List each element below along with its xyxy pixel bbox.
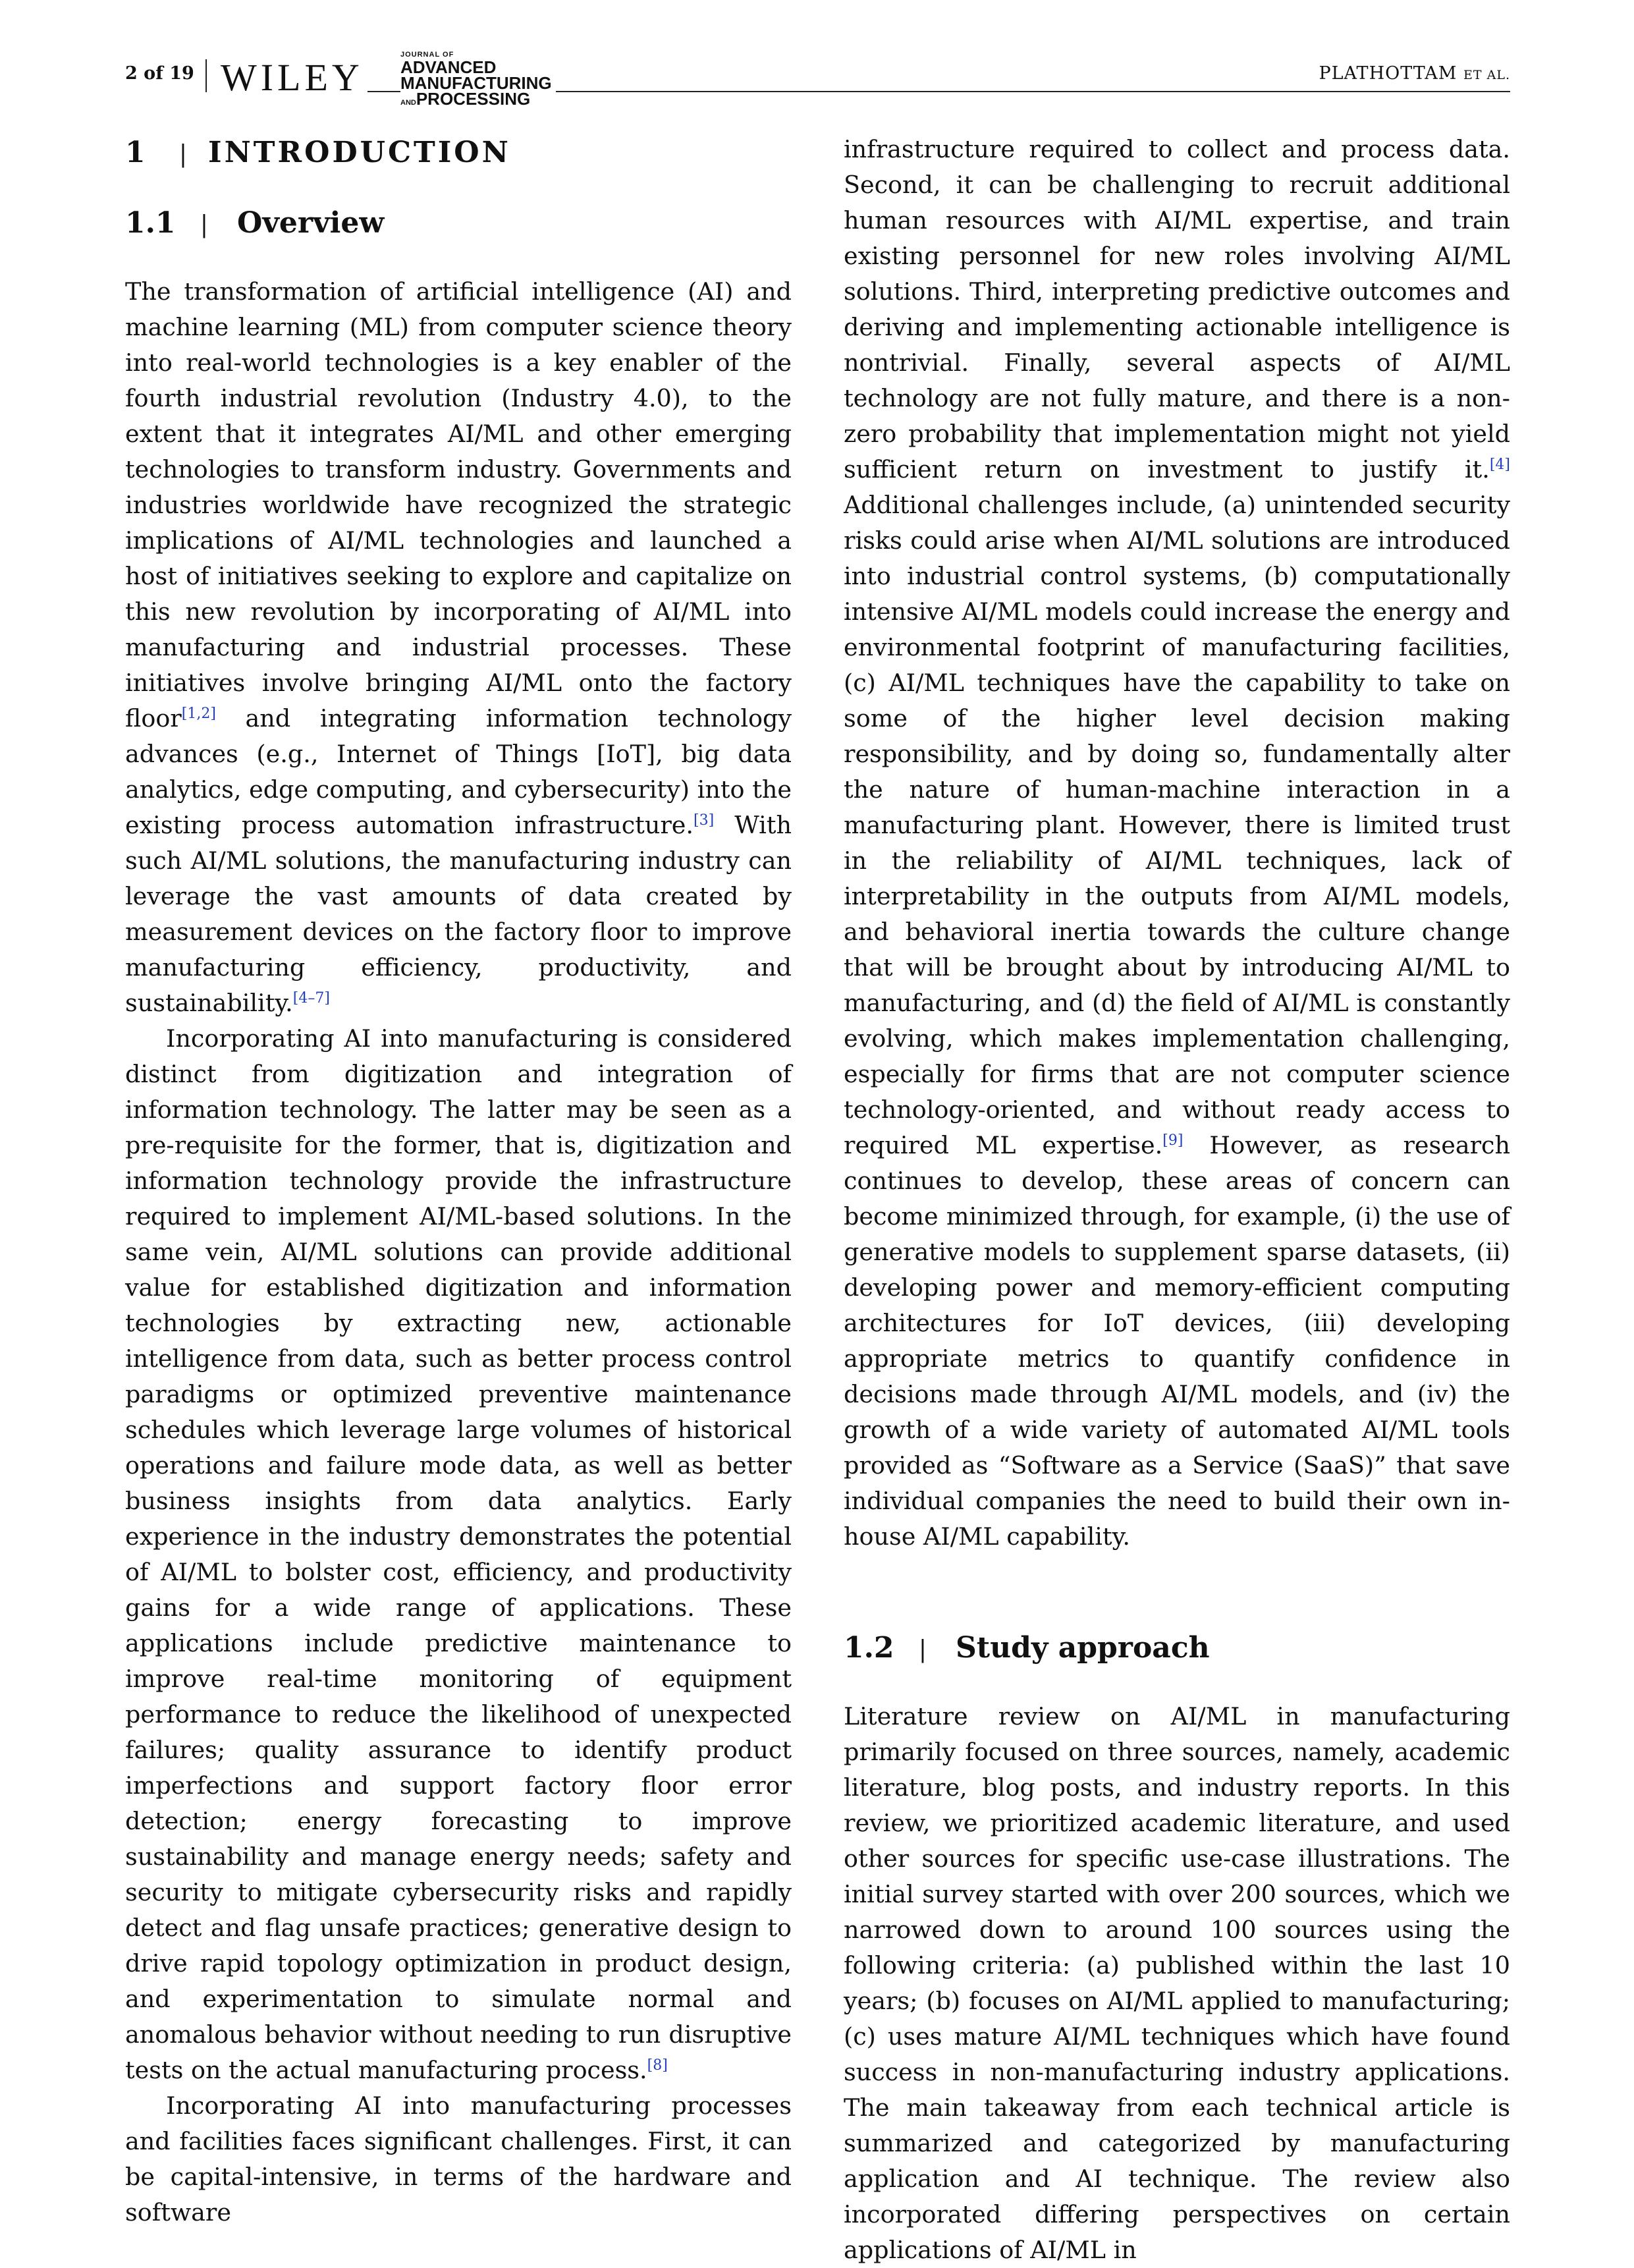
journal-of-text: JOURNAL OF: [400, 51, 454, 59]
publisher-logo: WILEY: [221, 58, 368, 97]
journal-line3: PROCESSING: [416, 89, 531, 109]
paragraph: [125, 2088, 792, 2230]
citation-link[interactable]: [1,2]: [181, 705, 216, 722]
citation-link[interactable]: [4]: [1489, 456, 1510, 473]
paragraph-text: and integrating information technology advances (e.g., Internet of Things [IoT], big data analytics, edge computing, and cybersecurity) into the existing process automation infrastructure.: [125, 704, 792, 839]
journal-and: AND: [400, 99, 416, 107]
page-number: 2 of 19: [125, 63, 194, 84]
subsection-number: 1.1: [125, 206, 176, 240]
author-etal: ET AL.: [1463, 68, 1510, 82]
left-column: [125, 132, 792, 2230]
journal-line2: MANUFACTURING: [400, 73, 552, 93]
subsection-heading: [844, 1628, 1510, 1668]
paragraph-text: With such AI/ML solutions, the manufacturing industry can leverage the vast amounts of data created by measurement devices on the factory floor to improve manufacturing efficiency, productivity, and sustainability.: [125, 811, 792, 1017]
header-divider: [205, 59, 207, 92]
section-title: INTRODUCTION: [208, 136, 511, 169]
citation-link[interactable]: [9]: [1162, 1132, 1184, 1149]
citation-link[interactable]: [4–7]: [292, 990, 330, 1007]
subsection-title: Overview: [237, 206, 385, 240]
subsection-heading: [125, 204, 792, 243]
paragraph-text: Additional challenges include, (a) unintended security risks could arise when AI/ML solutions are introduced into industrial control systems, (b) computationally intensive AI/ML models could increase the energy and environmental footprint of manufacturing facilities, (c) AI/ML techniques have the capability to take on some of the higher level decision making responsibility, and by doing so, fundamentally alter the nature of human-machine interaction in a manufacturing plant. However, there is limited trust in the reliability of AI/ML techniques, lack of interpretability in the outputs from AI/ML models, and behavioral inertia towards the culture change that will be brought about by introducing AI/ML to manufacturing, and (d) the field of AI/ML is constantly evolving, which makes implementation challenging, especially for firms that are not computer science technology-oriented, and without ready access to required ML expertise.: [844, 491, 1510, 1159]
paragraph-text: Literature review on AI/ML in manufacturing primarily focused on three sources, namely, academic literature, blog posts, and industry reports. In this review, we prioritized academic literature, and used other sources for specific use-case illustrations. The initial survey started with over 200 sources, which we narrowed down to around 100 sources using the following criteria: (a) published within the last 10 years; (b) focuses on AI/ML applied to manufacturing; (c) uses mature AI/ML techniques which have found success in non-manufacturing industry applications. The main takeaway from each technical article is summarized and categorized by manufacturing application and AI technique. The review also incorporated differing perspectives on certain applications of AI/ML in: [844, 1702, 1510, 2264]
subsection-title: Study approach: [956, 1631, 1210, 1665]
paragraph: [844, 132, 1510, 1555]
paragraph: [125, 1021, 792, 2088]
paragraph-text: Incorporating AI into manufacturing is considered distinct from digitization and integration of information technology. The latter may be seen as a pre-requisite for the former, that is, digitization and information technology provide the infrastructure required to implement AI/ML-based solutions. In the same vein, AI/ML solutions can provide additional value for established digitization and information technologies by extracting new, actionable intelligence from data, such as better process control paradigms or optimized preventive maintenance schedules which leverage large volumes of historical operations and failure mode data, as well as better business insights from data analytics. Early experience in the industry demonstrates the potential of AI/ML to bolster cost, efficiency, and productivity gains for a wide range of applications. These applications include predictive maintenance to improve real-time monitoring of equipment performance to reduce the likelihood of unexpected failures; quality assurance to identify product imperfections and support factory floor error detection; energy forecasting to improve sustainability and manage energy needs; safety and security to mitigate cybersecurity risks and rapidly detect and flag unsafe practices; generative design to drive rapid topology optimization in product design, and experimentation to simulate normal and anomalous behavior without needing to run disruptive tests on the actual manufacturing process.: [125, 1024, 792, 2084]
paragraph-text: Incorporating AI into manufacturing processes and facilities faces significant challenges. First, it can be capital-intensive, in terms of the hardware and software: [125, 2091, 792, 2227]
journal-line3-wrap: [400, 91, 552, 111]
paragraph-text: However, as research continues to develop, these areas of concern can become minimized through, for example, (i) the use of generative models to supplement sparse datasets, (ii) developing power and memory-efficient computing architectures for IoT devices, (iii) developing appropriate metrics to quantify confidence in decisions made through AI/ML models, and (iv) the growth of a wide variety of automated AI/ML tools provided as “Software as a Service (SaaS)” that save individual companies the need to build their own in-house AI/ML capability.: [844, 1131, 1510, 1551]
paragraph-text: infrastructure required to collect and process data. Second, it can be challenging to recruit additional human resources with AI/ML expertise, and train existing personnel for new roles involving AI/ML solutions. Third, interpreting predictive outcomes and deriving and implementing actionable intelligence is nontrivial. Finally, several aspects of AI/ML technology are not fully mature, and there is a non-zero probability that implementation might not yield sufficient return on investment to justify it.: [844, 135, 1510, 484]
author-name: PLATHOTTAM: [1319, 63, 1457, 84]
citation-link[interactable]: [8]: [647, 2057, 668, 2074]
paragraph-text: The transformation of artificial intelligence (AI) and machine learning (ML) from computer science theory into real-world technologies is a key enabler of the fourth industrial revolution (Industry 4.0), to the extent that it integrates AI/ML and other emerging technologies to transform industry. Governments and industries worldwide have recognized the strategic implications of AI/ML technologies and launched a host of initiatives seeking to explore and capitalize on this new revolution by incorporating of AI/ML into manufacturing and industrial processes. These initiatives involve bringing AI/ML onto the factory floor: [125, 277, 792, 733]
journal-logo: [400, 50, 556, 111]
section-number: 1: [125, 136, 148, 169]
heading-separator: |: [200, 211, 209, 238]
paragraph: [844, 1699, 1510, 2268]
journal-line1: ADVANCED: [400, 57, 497, 77]
page-header: [125, 51, 1510, 109]
subsection-number: 1.2: [844, 1631, 894, 1665]
citation-link[interactable]: [3]: [694, 812, 715, 829]
section-heading: [125, 133, 792, 173]
running-author: [1315, 63, 1510, 84]
right-column: [844, 132, 1510, 2268]
heading-separator: |: [918, 1636, 927, 1663]
paragraph: [125, 274, 792, 1021]
heading-separator: |: [178, 141, 190, 168]
